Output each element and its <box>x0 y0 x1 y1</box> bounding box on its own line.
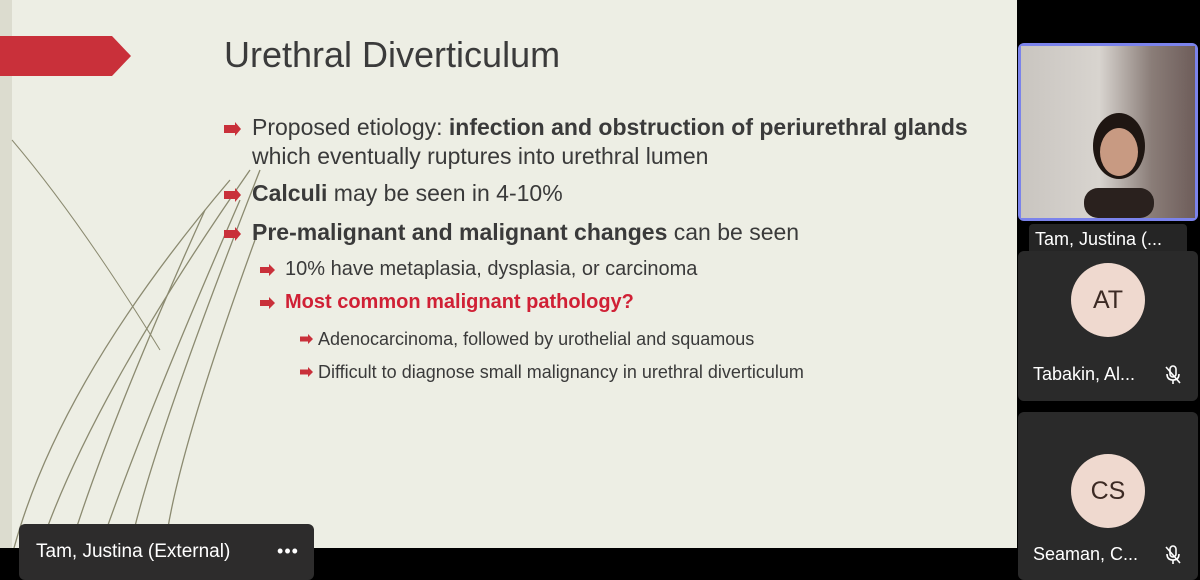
avatar: CS <box>1071 454 1145 528</box>
bullet-malignant-changes: Pre-malignant and malignant changes can be seen <box>224 219 799 246</box>
bullet-etiology: Proposed etiology: infection and obstruction of periurethral glands <box>224 114 968 141</box>
decorative-curves <box>0 0 300 548</box>
slide-title: Urethral Diverticulum <box>224 34 561 75</box>
bullet-arrow-icon <box>224 227 242 241</box>
bullet-etiology-continued: which eventually ruptures into urethral lumen <box>252 143 709 169</box>
mic-off-icon <box>1165 545 1181 565</box>
bullet-arrow-icon <box>260 264 276 276</box>
avatar: AT <box>1071 263 1145 337</box>
bullet-question: Most common malignant pathology? <box>260 291 634 314</box>
bullet-arrow-icon <box>260 297 276 309</box>
participant-silhouette <box>1079 108 1159 218</box>
bullet-metaplasia: 10% have metaplasia, dysplasia, or carcinoma <box>260 258 697 281</box>
active-speaker-name: Tam, Justina (External) <box>36 541 231 562</box>
participant-tile-video[interactable] <box>1018 43 1198 249</box>
active-speaker-label <box>19 524 314 580</box>
bullet-arrow-icon <box>224 122 242 136</box>
bullet-adenocarcinoma: Adenocarcinoma, followed by urothelial and squamous <box>300 329 754 350</box>
participant-tile[interactable] <box>1018 412 1198 580</box>
participant-name: Tabakin, Al... <box>1033 364 1136 384</box>
mic-off-icon <box>1165 365 1181 385</box>
more-options-button[interactable] <box>272 537 304 565</box>
participant-tile[interactable] <box>1018 251 1198 401</box>
participant-name: Tam, Justina (... <box>1035 229 1163 249</box>
title-ribbon <box>0 36 132 76</box>
bullet-arrow-icon <box>300 367 314 377</box>
more-icon: ••• <box>277 541 299 561</box>
bullet-difficult-diagnosis: Difficult to diagnose small malignancy in urethral diverticulum <box>300 362 804 383</box>
bullet-calculi: Calculi may be seen in 4-10% <box>224 180 563 207</box>
participant-name: Seaman, C... <box>1033 544 1139 564</box>
bullet-arrow-icon <box>300 334 314 344</box>
bullet-arrow-icon <box>224 188 242 202</box>
